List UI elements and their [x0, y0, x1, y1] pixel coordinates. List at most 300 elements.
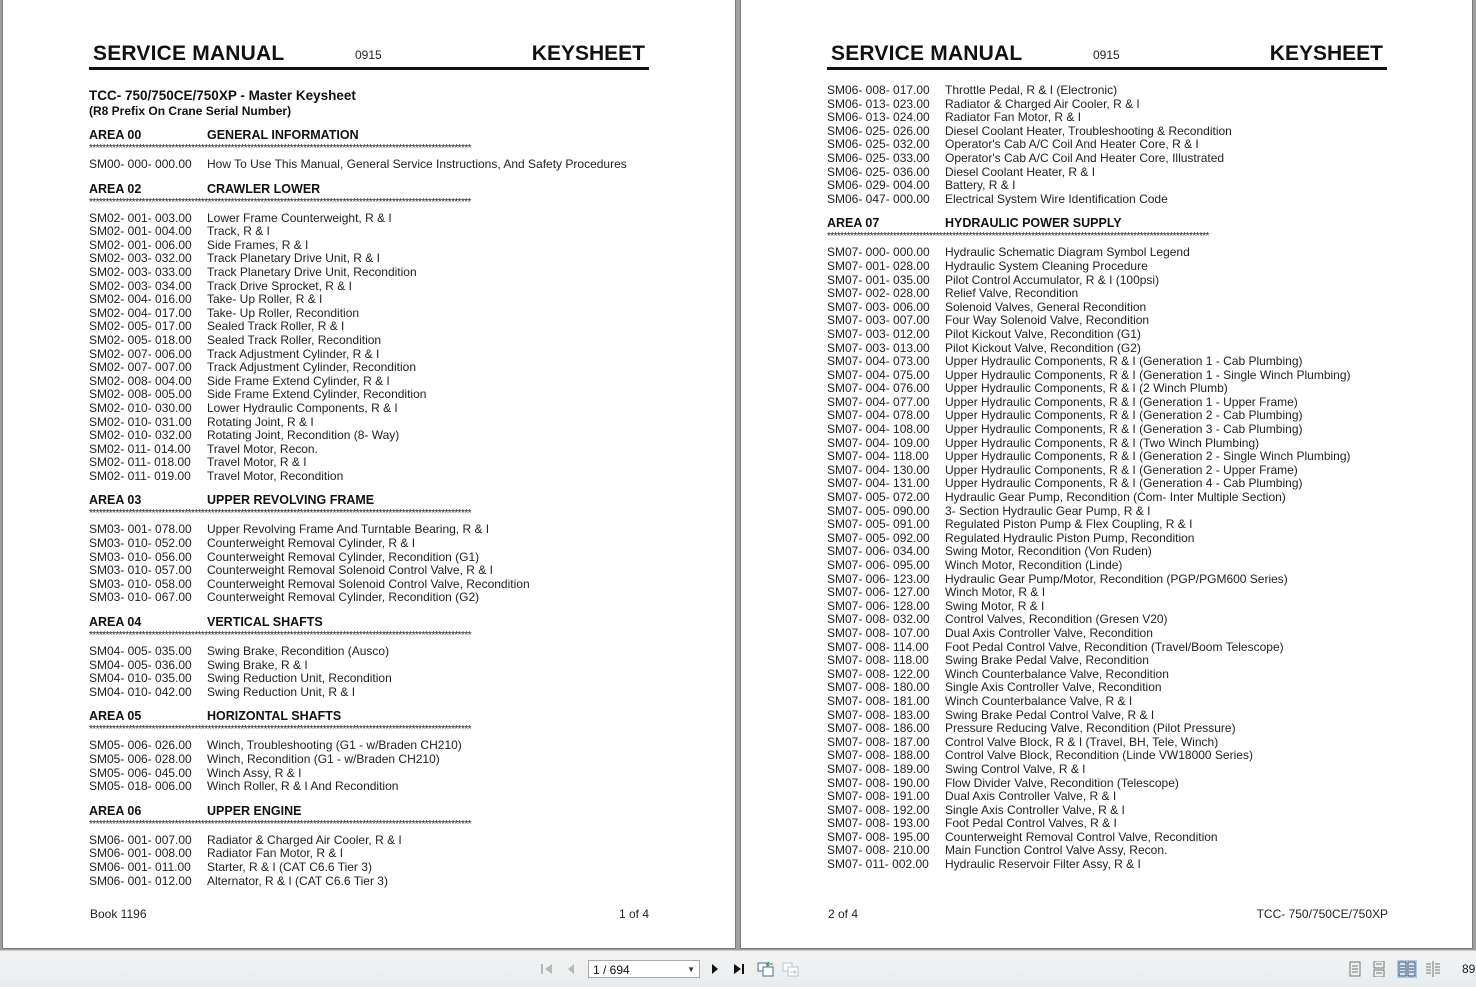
section-description: Radiator & Charged Air Cooler, R & I: [207, 832, 402, 847]
keysheet-entry: [827, 763, 1387, 777]
section-code: SM02- 008- 004.00: [89, 373, 192, 388]
section-code: SM05- 006- 028.00: [89, 752, 192, 766]
keysheet-entry: [89, 767, 649, 781]
keysheet-entry: [827, 314, 1387, 328]
keysheet-entry: [827, 98, 1387, 112]
section-description: Control Valves, Recondition (Gresen V20): [945, 612, 1168, 627]
section-code: SM06- 008- 017.00: [827, 83, 930, 97]
keysheet-entry: [89, 537, 649, 551]
section-code: SM07- 003- 012.00: [827, 326, 930, 341]
section-code: SM07- 006- 127.00: [827, 585, 930, 600]
continuous-facing-view-icon[interactable]: [1424, 961, 1442, 977]
area-number: AREA 07: [827, 216, 880, 231]
section-description: Foot Pedal Control Valve, Recondition (Travel/Boom Telescope): [945, 639, 1284, 654]
section-description: Solenoid Valves, General Recondition: [945, 299, 1147, 314]
keysheet-entry: [89, 686, 649, 700]
section-description: Side Frame Extend Cylinder, R & I: [207, 373, 390, 388]
section-description: Track Adjustment Cylinder, R & I: [207, 346, 380, 361]
section-description: Rotating Joint, R & I: [207, 414, 314, 429]
section-code: SM07- 008- 118.00: [827, 653, 929, 668]
keysheet-entry: [89, 780, 649, 794]
keysheet-entry: [827, 342, 1387, 356]
area-number: AREA 06: [89, 803, 142, 818]
asterisk-divider: ********************************************************************************************************************: [89, 631, 471, 641]
keysheet-entry: [827, 573, 1387, 587]
section-code: SM04- 005- 036.00: [89, 657, 192, 672]
section-code: SM03- 010- 052.00: [89, 536, 192, 551]
section-description: Counterweight Removal Cylinder, Recondition (G1): [207, 549, 480, 564]
section-code: SM07- 003- 013.00: [827, 340, 930, 355]
footer-book: Book 1196: [90, 907, 147, 921]
section-code: SM02- 001- 003.00: [89, 210, 192, 225]
section-description: Throttle Pedal, R & I (Electronic): [945, 83, 1118, 97]
section-description: Winch, Recondition (G1 - w/Braden CH210): [207, 752, 440, 766]
section-code: SM04- 005- 035.00: [89, 644, 192, 659]
keysheet-entry: [89, 861, 649, 875]
section-code: SM07- 004- 073.00: [827, 354, 930, 369]
asterisk-divider: ********************************************************************************************************************: [89, 819, 471, 829]
keysheet-entry: [89, 456, 649, 470]
keysheet-entry: [827, 545, 1387, 559]
keysheet-entry: [89, 320, 649, 334]
section-description: Side Frames, R & I: [207, 237, 309, 252]
keysheet-entry: [827, 736, 1387, 750]
section-description: Main Function Control Valve Assy, Recon.: [945, 843, 1168, 858]
keysheet-entry: [827, 491, 1387, 505]
section-code: SM07- 004- 075.00: [827, 367, 930, 382]
last-page-icon[interactable]: [730, 960, 748, 978]
section-description: Dual Axis Controller Valve, R & I: [945, 789, 1117, 804]
section-code: SM06- 025- 026.00: [827, 123, 930, 138]
section-code: SM02- 005- 017.00: [89, 319, 192, 334]
area-title: VERTICAL SHAFTS: [207, 615, 323, 630]
footer-page-count: 2 of 4: [828, 907, 859, 921]
footer-model: TCC- 750/750CE/750XP: [1256, 907, 1388, 921]
keysheet-entry: [827, 396, 1387, 410]
section-description: Regulated Piston Pump & Flex Coupling, R & I: [945, 517, 1193, 532]
section-description: Upper Hydraulic Components, R & I (Generation 3 - Cab Plumbing): [945, 422, 1303, 437]
keysheet-entry: [827, 817, 1387, 831]
section-description: Upper Hydraulic Components, R & I (Generation 4 - Cab Plumbing): [945, 476, 1303, 491]
first-page-icon[interactable]: [538, 960, 556, 978]
right-page-content: [827, 40, 1387, 872]
section-description: Radiator Fan Motor, R & I: [945, 110, 1082, 125]
section-description: Hydraulic Gear Pump, Recondition (Com- Inter Multiple Section): [945, 490, 1286, 505]
area-07-list: [827, 246, 1387, 871]
area-heading: [89, 128, 649, 143]
section-code: SM07- 006- 034.00: [827, 544, 930, 559]
section-description: Swing Motor, Recondition (Von Ruden): [945, 544, 1152, 559]
section-description: Pressure Reducing Valve, Recondition (Pilot Pressure): [945, 721, 1236, 736]
keysheet-entry: [827, 274, 1387, 288]
keysheet-entry: [89, 402, 649, 416]
section-code: SM07- 008- 032.00: [827, 612, 930, 627]
section-code: SM07- 008- 188.00: [827, 748, 930, 763]
section-description: Track Drive Sprocket, R & I: [207, 278, 352, 293]
section-description: Lower Hydraulic Components, R & I: [207, 400, 398, 415]
keysheet-entry: [827, 260, 1387, 274]
keysheet-entry: [827, 179, 1387, 193]
section-description: Swing Brake, R & I: [207, 657, 308, 672]
header-code: 0915: [355, 48, 382, 62]
area-title: HORIZONTAL SHAFTS: [207, 709, 342, 724]
keysheet-entry: [827, 586, 1387, 600]
keysheet-entry: [89, 645, 649, 659]
keysheet-entry: [827, 138, 1387, 152]
section-code: SM05- 006- 026.00: [89, 738, 192, 753]
section-description: Track Planetary Drive Unit, R & I: [207, 251, 380, 266]
section-code: SM07- 005- 090.00: [827, 503, 930, 518]
section-description: How To Use This Manual, General Service Instructions, And Safety Procedures: [207, 157, 627, 171]
section-code: SM07- 008- 192.00: [827, 802, 930, 817]
section-description: Hydraulic Reservoir Filter Assy, R & I: [945, 857, 1141, 872]
area-number: AREA 03: [89, 493, 142, 508]
section-code: SM05- 018- 006.00: [89, 779, 192, 794]
facing-view-icon[interactable]: [1398, 961, 1416, 977]
area-title: UPPER REVOLVING FRAME: [207, 493, 375, 508]
keysheet-entry: [89, 659, 649, 673]
section-code: SM06- 013- 024.00: [827, 110, 930, 125]
section-code: SM04- 010- 035.00: [89, 671, 192, 686]
keysheet-entry: [89, 212, 649, 226]
section-description: Single Axis Controller Valve, Recondition: [945, 680, 1162, 695]
single-page-view-icon[interactable]: [1346, 961, 1364, 977]
header-keysheet: KEYSHEET: [1269, 42, 1383, 65]
area-number: AREA 04: [89, 615, 142, 630]
section-code: SM07- 008- 180.00: [827, 680, 930, 695]
section-description: Pilot Kickout Valve, Recondition (G2): [945, 340, 1141, 355]
section-description: Hydraulic System Cleaning Procedure: [945, 258, 1148, 273]
document-title: TCC- 750/750CE/750XP - Master Keysheet: [89, 88, 356, 103]
section-description: Winch Counterbalance Valve, R & I: [945, 693, 1133, 708]
section-code: SM07- 001- 028.00: [827, 258, 930, 273]
section-description: Track Adjustment Cylinder, Recondition: [207, 360, 416, 375]
keysheet-entry: [89, 523, 649, 537]
section-code: SM02- 011- 014.00: [89, 441, 191, 456]
section-description: Upper Hydraulic Components, R & I (Generation 1 - Cab Plumbing): [945, 354, 1303, 369]
keysheet-entry: [827, 709, 1387, 723]
keysheet-entry: [827, 166, 1387, 180]
keysheet-entry: [89, 739, 649, 753]
section-description: Upper Hydraulic Components, R & I (2 Winch Plumb): [945, 381, 1228, 396]
navigation-toolbar: [0, 950, 1476, 987]
area-title: CRAWLER LOWER: [207, 181, 321, 196]
section-description: Control Valve Block, Recondition (Linde VW18000 Series): [945, 748, 1253, 763]
header-code: 0915: [1093, 48, 1120, 62]
section-description: Sealed Track Roller, Recondition: [207, 332, 382, 347]
keysheet-entry: [89, 158, 649, 172]
section-code: SM07- 003- 006.00: [827, 299, 930, 314]
section-code: SM03- 001- 078.00: [89, 522, 192, 537]
keysheet-entry: [827, 559, 1387, 573]
section-code: SM03- 010- 057.00: [89, 563, 192, 578]
section-description: Control Valve Block, R & I (Travel, BH, Tele, Winch): [945, 734, 1219, 749]
asterisk-divider: ********************************************************************************************************************: [89, 725, 471, 735]
section-description: Dual Axis Controller Valve, Recondition: [945, 625, 1153, 640]
section-code: SM02- 011- 019.00: [89, 468, 191, 483]
keysheet-entry: [827, 804, 1387, 818]
keysheet-entry: [827, 328, 1387, 342]
section-code: SM07- 004- 108.00: [827, 422, 930, 437]
section-description: Swing Reduction Unit, R & I: [207, 684, 356, 699]
section-code: SM07- 004- 076.00: [827, 381, 930, 396]
section-code: SM07- 003- 007.00: [827, 313, 930, 328]
section-code: SM02- 005- 018.00: [89, 332, 192, 347]
section-code: SM07- 004- 109.00: [827, 435, 930, 450]
section-code: SM07- 001- 035.00: [827, 272, 930, 287]
section-code: SM06- 025- 036.00: [827, 164, 930, 179]
section-code: SM07- 008- 181.00: [827, 693, 930, 708]
section-description: Upper Hydraulic Components, R & I (Generation 2 - Single Winch Plumbing): [945, 449, 1351, 464]
keysheet-entry: [89, 672, 649, 686]
area-heading: [89, 804, 649, 819]
keysheet-entry: [827, 287, 1387, 301]
section-description: Take- Up Roller, Recondition: [207, 305, 360, 320]
keysheet-entry: [827, 409, 1387, 423]
section-description: 3- Section Hydraulic Gear Pump, R & I: [945, 503, 1151, 518]
section-description: Flow Divider Valve, Recondition (Telescope): [945, 775, 1179, 790]
section-code: SM07- 008- 122.00: [827, 666, 930, 681]
section-code: SM07- 008- 193.00: [827, 816, 930, 831]
section-code: SM06- 001- 007.00: [89, 832, 192, 847]
section-code: SM03- 010- 056.00: [89, 549, 192, 564]
section-description: Starter, R & I (CAT C6.6 Tier 3): [207, 859, 372, 874]
keysheet-entry: [827, 152, 1387, 166]
section-description: Side Frame Extend Cylinder, Recondition: [207, 387, 427, 402]
page-number-value: 1 / 694: [593, 963, 630, 977]
section-description: Radiator & Charged Air Cooler, R & I: [945, 96, 1140, 111]
section-description: Winch Motor, R & I: [945, 585, 1046, 600]
asterisk-divider: ********************************************************************************************************************: [89, 509, 471, 519]
section-code: SM07- 004- 118.00: [827, 449, 929, 464]
area-title: HYDRAULIC POWER SUPPLY: [945, 216, 1122, 231]
area-heading: [89, 709, 649, 724]
keysheet-entry: [89, 753, 649, 767]
section-description: Upper Revolving Frame And Turntable Bearing, R & I: [207, 522, 490, 537]
section-code: SM07- 008- 210.00: [827, 843, 930, 858]
section-code: SM02- 001- 006.00: [89, 237, 192, 252]
keysheet-entry: [827, 518, 1387, 532]
area-number: AREA 00: [89, 128, 142, 142]
keysheet-entry: [89, 375, 649, 389]
section-code: SM07- 008- 186.00: [827, 721, 930, 736]
keysheet-entry: [89, 225, 649, 239]
section-code: SM02- 003- 033.00: [89, 264, 192, 279]
footer-page-count: 1 of 4: [618, 907, 649, 921]
section-description: Upper Hydraulic Components, R & I (Generation 1 - Single Winch Plumbing): [945, 367, 1351, 382]
asterisk-divider: ********************************************************************************************************************: [89, 144, 471, 153]
keysheet-entry: [827, 355, 1387, 369]
keysheet-entry: [89, 252, 649, 266]
section-description: Travel Motor, Recondition: [207, 468, 344, 483]
section-code: SM02- 004- 017.00: [89, 305, 192, 320]
section-description: Foot Pedal Control Valves, R & I: [945, 816, 1117, 831]
area-number: AREA 05: [89, 709, 142, 724]
keysheet-entry: [827, 84, 1387, 98]
section-description: Track Planetary Drive Unit, Recondition: [207, 264, 417, 279]
section-code: SM06- 047- 000.00: [827, 191, 930, 206]
section-description: Travel Motor, Recon.: [207, 441, 318, 456]
keysheet-entry: [827, 668, 1387, 682]
section-description: Single Axis Controller Valve, R & I: [945, 802, 1125, 817]
section-code: SM07- 008- 183.00: [827, 707, 930, 722]
keysheet-entry: [89, 280, 649, 294]
previous-page-icon[interactable]: [562, 960, 580, 978]
section-code: SM07- 011- 002.00: [827, 857, 929, 872]
keysheet-entry: [827, 722, 1387, 736]
section-code: SM02- 010- 031.00: [89, 414, 192, 429]
section-description: Winch Roller, R & I And Recondition: [207, 779, 399, 794]
section-description: Relief Valve, Recondition: [945, 286, 1079, 301]
section-code: SM07- 008- 187.00: [827, 734, 930, 749]
area-title: UPPER ENGINE: [207, 803, 302, 818]
header-service-manual: SERVICE MANUAL: [831, 42, 1023, 65]
keysheet-entry: [89, 578, 649, 592]
section-description: Electrical System Wire Identification Code: [945, 191, 1168, 206]
section-description: Winch Counterbalance Valve, Recondition: [945, 666, 1169, 681]
section-code: SM02- 008- 005.00: [89, 387, 192, 402]
keysheet-entry: [827, 654, 1387, 668]
area-number: AREA 02: [89, 181, 142, 196]
keysheet-entry: [827, 477, 1387, 491]
continuous-view-icon[interactable]: [1370, 961, 1388, 977]
section-code: SM02- 003- 032.00: [89, 251, 192, 266]
keysheet-entry: [827, 193, 1387, 207]
section-description: Upper Hydraulic Components, R & I (Two Winch Plumbing): [945, 435, 1260, 450]
section-description: Pilot Kickout Valve, Recondition (G1): [945, 326, 1141, 341]
keysheet-entry: [89, 443, 649, 457]
section-description: Operator's Cab A/C Coil And Heater Core, R & I: [945, 137, 1199, 152]
section-description: Swing Motor, R & I: [945, 598, 1045, 613]
section-description: Regulated Hydraulic Piston Pump, Recondition: [945, 530, 1195, 545]
section-description: Hydraulic Gear Pump/Motor, Recondition (PGP/PGM600 Series): [945, 571, 1288, 586]
section-code: SM07- 006- 128.00: [827, 598, 930, 613]
section-code: SM07- 008- 190.00: [827, 775, 930, 790]
section-code: SM06- 029- 004.00: [827, 178, 930, 193]
area-heading: [89, 182, 649, 197]
keysheet-entry: [89, 875, 649, 889]
section-description: Sealed Track Roller, R & I: [207, 319, 345, 334]
keysheet-entry: [89, 348, 649, 362]
section-code: SM07- 005- 091.00: [827, 517, 930, 532]
keysheet-entry: [89, 847, 649, 861]
section-description: Hydraulic Schematic Diagram Symbol Legend: [945, 245, 1190, 260]
section-code: SM00- 000- 000.00: [89, 157, 192, 171]
section-code: SM03- 010- 067.00: [89, 590, 192, 605]
area-heading: [89, 493, 649, 508]
section-code: SM02- 001- 004.00: [89, 224, 192, 239]
section-code: SM06- 001- 011.00: [89, 859, 191, 874]
chevron-down-icon[interactable]: ▼: [687, 965, 695, 974]
section-code: SM02- 003- 034.00: [89, 278, 192, 293]
keysheet-entry: [827, 246, 1387, 260]
section-description: Travel Motor, R & I: [207, 455, 307, 470]
keysheet-entry: [827, 301, 1387, 315]
section-description: Swing Reduction Unit, Recondition: [207, 671, 392, 686]
section-code: SM07- 005- 072.00: [827, 490, 930, 505]
section-description: Rotating Joint, Recondition (8- Way): [207, 428, 400, 443]
keysheet-entry: [827, 831, 1387, 845]
keysheet-entry: [89, 307, 649, 321]
section-description: Take- Up Roller, R & I: [207, 292, 323, 307]
section-description: Counterweight Removal Solenoid Control Valve, R & I: [207, 563, 493, 578]
area-06-continued-list: [827, 84, 1387, 206]
section-description: Upper Hydraulic Components, R & I (Generation 1 - Upper Frame): [945, 394, 1298, 409]
keysheet-entry: [827, 681, 1387, 695]
keysheet-entry: [827, 450, 1387, 464]
section-code: SM05- 006- 045.00: [89, 765, 192, 780]
section-description: Counterweight Removal Cylinder, Recondition (G2): [207, 590, 480, 605]
previous-view-icon[interactable]: [757, 960, 775, 978]
keysheet-entry: [827, 600, 1387, 614]
section-code: SM02- 010- 030.00: [89, 400, 192, 415]
header-service-manual: SERVICE MANUAL: [93, 42, 285, 65]
section-code: SM07- 004- 131.00: [827, 476, 930, 491]
section-code: SM07- 008- 195.00: [827, 829, 930, 844]
section-code: SM02- 007- 006.00: [89, 346, 192, 361]
page-right: [741, 0, 1472, 948]
keysheet-entry: [827, 125, 1387, 139]
section-code: SM06- 001- 008.00: [89, 846, 192, 861]
zoom-level[interactable]: 89: [1462, 962, 1476, 976]
section-description: Swing Brake, Recondition (Ausco): [207, 644, 390, 659]
keysheet-entry: [827, 695, 1387, 709]
keysheet-entry: [89, 266, 649, 280]
asterisk-divider: ********************************************************************************************************************: [89, 197, 471, 207]
keysheet-entry: [827, 369, 1387, 383]
section-code: SM06- 025- 032.00: [827, 137, 930, 152]
keysheet-entry: [89, 293, 649, 307]
keysheet-entry: [827, 382, 1387, 396]
page-left: [3, 0, 735, 948]
section-description: Counterweight Removal Control Valve, Recondition: [945, 829, 1218, 844]
section-description: Winch Assy, R & I: [207, 765, 302, 780]
section-description: Swing Brake Pedal Valve, Recondition: [945, 653, 1149, 668]
page-number-select[interactable]: [588, 960, 700, 978]
header-keysheet: KEYSHEET: [531, 42, 645, 65]
left-area-list: [89, 128, 649, 888]
next-page-icon[interactable]: [706, 960, 724, 978]
section-code: SM07- 000- 000.00: [827, 245, 930, 260]
section-code: SM06- 013- 023.00: [827, 96, 930, 111]
section-description: Counterweight Removal Solenoid Control Valve, Recondition: [207, 576, 530, 591]
keysheet-entry: [89, 834, 649, 848]
section-code: SM03- 010- 058.00: [89, 576, 192, 591]
section-description: Upper Hydraulic Components, R & I (Generation 2 - Cab Plumbing): [945, 408, 1303, 423]
keysheet-entry: [89, 239, 649, 253]
section-code: SM02- 010- 032.00: [89, 428, 192, 443]
keysheet-entry: [89, 591, 649, 605]
next-view-icon[interactable]: [782, 960, 800, 978]
section-code: SM07- 008- 107.00: [827, 625, 930, 640]
keysheet-entry: [827, 423, 1387, 437]
section-description: Radiator Fan Motor, R & I: [207, 846, 344, 861]
section-code: SM02- 004- 016.00: [89, 292, 192, 307]
keysheet-entry: [827, 437, 1387, 451]
section-code: SM07- 005- 092.00: [827, 530, 930, 545]
keysheet-entry: [89, 388, 649, 402]
page-header: [89, 40, 649, 70]
keysheet-entry: [89, 416, 649, 430]
section-code: SM07- 002- 028.00: [827, 286, 930, 301]
page-header: [827, 40, 1387, 70]
keysheet-entry: [89, 551, 649, 565]
keysheet-entry: [89, 470, 649, 484]
section-description: Swing Brake Pedal Control Valve, R & I: [945, 707, 1155, 722]
section-code: SM02- 007- 007.00: [89, 360, 192, 375]
section-description: Diesel Coolant Heater, R & I: [945, 164, 1096, 179]
section-code: SM07- 006- 123.00: [827, 571, 930, 586]
